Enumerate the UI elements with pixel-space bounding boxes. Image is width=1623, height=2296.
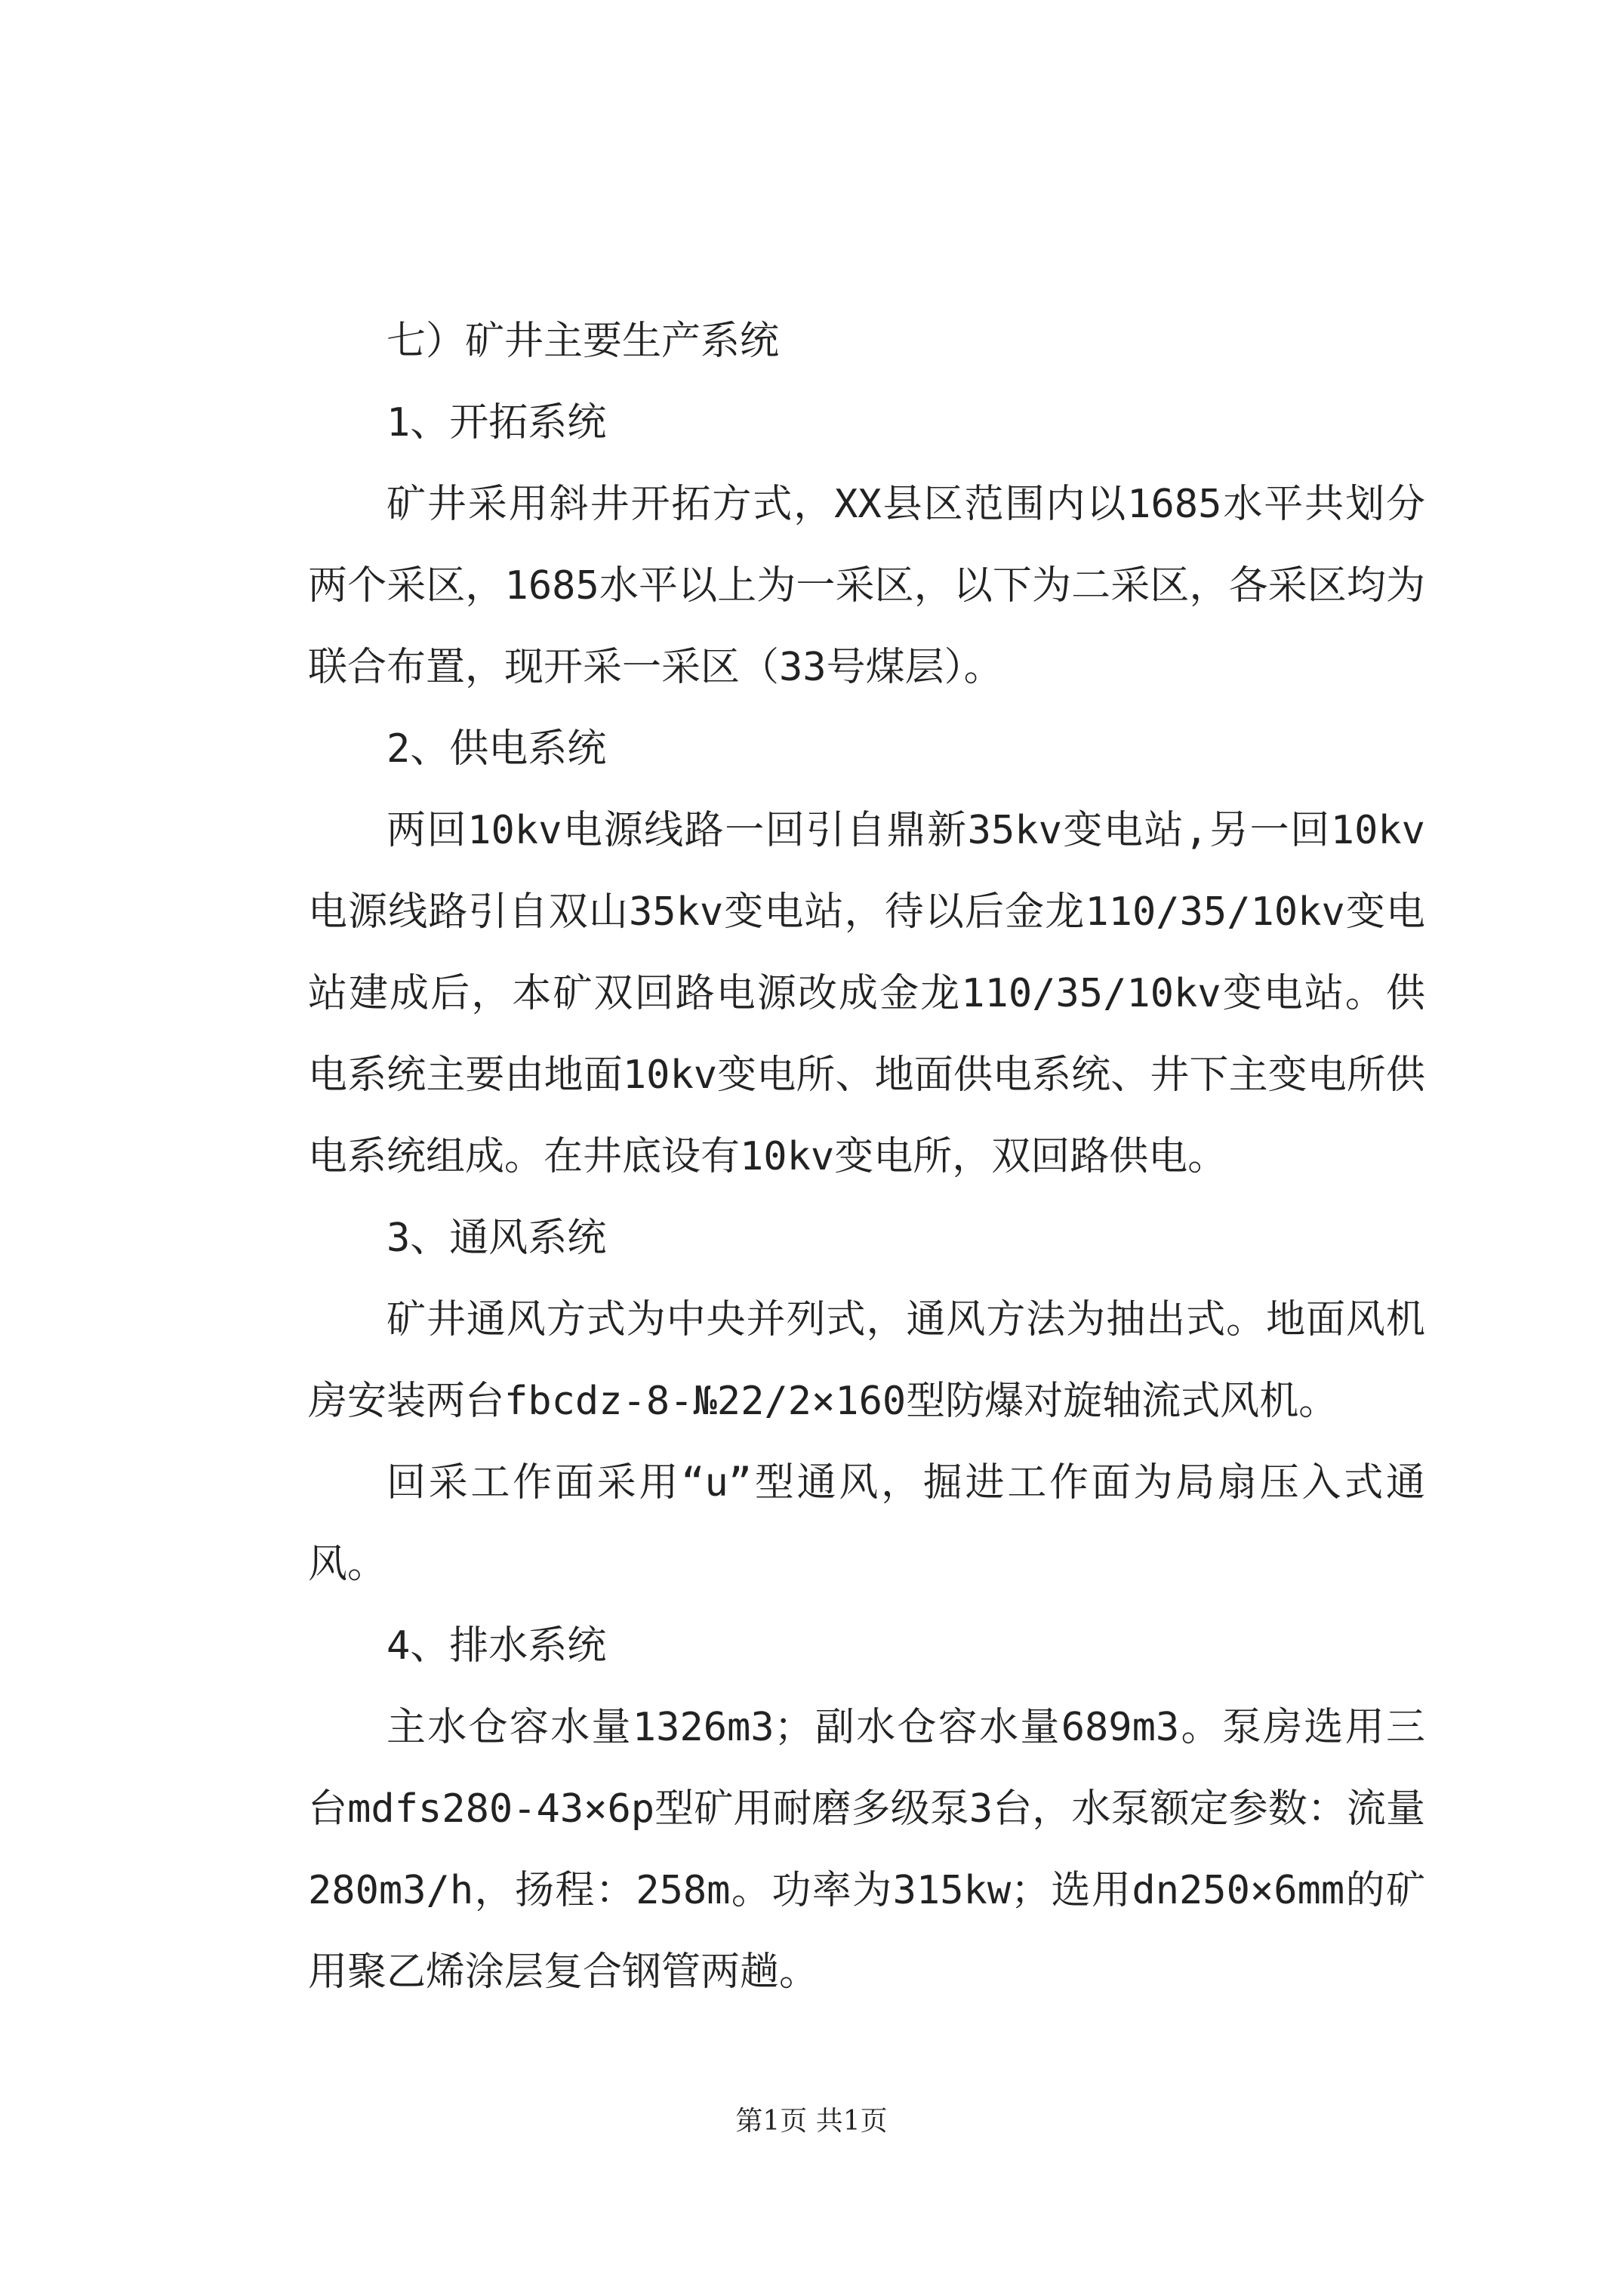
subsection-heading: 1、开拓系统 xyxy=(387,400,607,445)
body-paragraph: 主水仓容水量1326m3；副水仓容水量689m3。泵房选用三台mdfs280-43×6p型矿用耐磨多级泵3台，水泵额定参数：流量280m3/h，扬程：258m。功率为315kw；选用dn250×6mm的矿用聚乙烯涂层复合钢管两趟。 xyxy=(308,1705,1425,1995)
subsection-heading: 2、供电系统 xyxy=(387,726,607,772)
section-heading: 七）矿井主要生产系统 xyxy=(387,319,780,364)
body-paragraph: 回采工作面采用“u”型通风，掘进工作面为局扇压入式通风。 xyxy=(308,1460,1425,1587)
body-paragraph: 两回10kv电源线路一回引自鼎新35kv变电站,另一回10kv电源线路引自双山35kv变电站，待以后金龙110/35/10kv变电站建成后，本矿双回路电源改成金龙110/35/10kv变电站。供电系统主要由地面10kv变电所、地面供电系统、井下主变电所供电系统组成。在井底设有10kv变电所，双回路供电。 xyxy=(308,808,1425,1179)
body-paragraph: 矿井通风方式为中央并列式，通风方法为抽出式。地面风机房安装两台fbcdz-8-№22/2×160型防爆对旋轴流式风机。 xyxy=(308,1297,1425,1424)
subsection-heading: 4、排水系统 xyxy=(387,1623,607,1669)
document-body xyxy=(308,300,1425,2013)
page-footer: 第1页 共1页 xyxy=(735,2106,888,2137)
body-paragraph: 矿井采用斜井开拓方式，XX县区范围内以1685水平共划分两个采区，1685水平以上为一采区，以下为二采区，各采区均为联合布置，现开采一采区（33号煤层）。 xyxy=(308,482,1425,690)
subsection-heading: 3、通风系统 xyxy=(387,1216,607,1261)
